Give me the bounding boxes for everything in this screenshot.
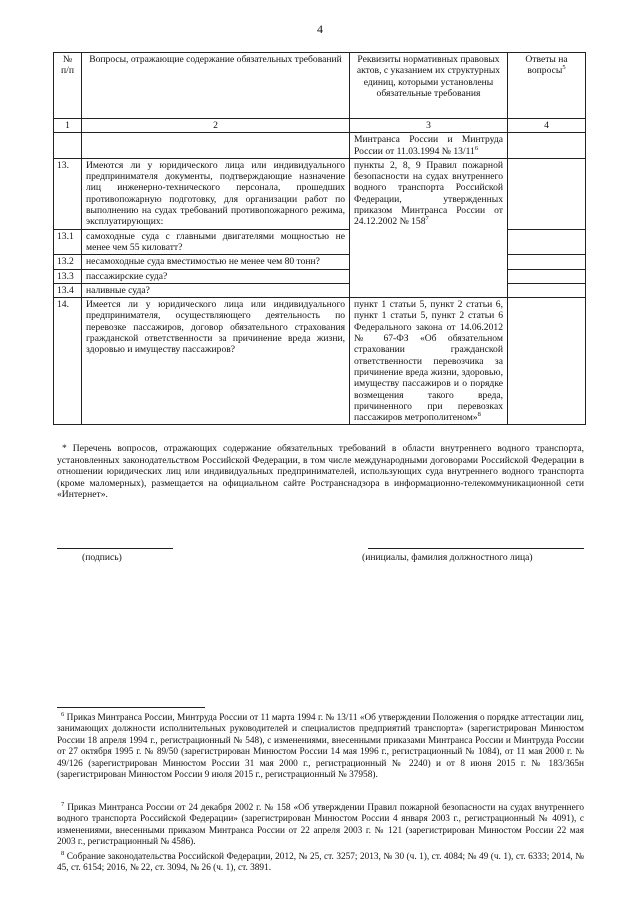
answer-cell[interactable]: [508, 158, 586, 229]
table-row: [54, 158, 586, 229]
continuation-text: Минтранса России и Минтруда России от 11.03.1994 № 13/11: [354, 134, 503, 157]
row-number: 13.1: [54, 229, 82, 255]
header-answers-sup: 5: [562, 64, 566, 72]
header-answers-text: Ответы на вопросы: [525, 54, 568, 77]
requisites-14-sup: 8: [477, 410, 481, 418]
footnote-text: Собрание законодательства Российской Федерации, 2012, № 25, ст. 3257; 2013, № 30 (ч. 1), ст. 4084; № 49 (ч. 1), ст. 6333; 2014, № 45, ст. 6154; 2016, № 22, ст. 3094, № 26 (ч. 1), ст. 3891.: [57, 852, 584, 874]
row-number: 13.2: [54, 255, 82, 269]
signature-label: (подпись): [82, 552, 122, 563]
requirements-table: [53, 52, 586, 425]
row-number: 13.3: [54, 269, 82, 283]
row-question: Имеется ли у юридического лица или индивидуального предпринимателя, осуществляющего деятельность по перевозке пассажиров, договор обязательного страхования гражданской ответственности за причинение вреда жизни, здоровью и имуществу пассажиров?: [82, 298, 350, 425]
column-numbers-row: [54, 119, 586, 133]
col-number: 2: [82, 119, 350, 133]
continuation-cell: [350, 133, 508, 159]
footnote-mark: 7: [61, 800, 65, 808]
footnote-text: Приказ Минтранса России от 24 декабря 2002 г. № 158 «Об утверждении Правил пожарной безопасности на судах внутреннего водного транспорта Российской Федерации» (зарегистрирован Минюстом России 4 января 2003 г., регистрационный № 4091), с изменениями, внесенными приказом Минтранса России от 22 апреля 2003 г. № 121 (зарегистрирован Минюстом России 22 мая 2003 г., регистрационный № 4586).: [57, 803, 585, 848]
answer-cell[interactable]: [508, 283, 586, 297]
row-question: самоходные суда с главными двигателями мощностью не менее чем 55 киловатт?: [82, 229, 350, 255]
header-num: № п/п: [54, 53, 82, 119]
footnote-8: [57, 849, 584, 875]
requisites-13: [350, 158, 508, 297]
answer-cell[interactable]: [508, 298, 586, 425]
row-question: несамоходные суда вместимостью не менее чем 80 тонн?: [82, 255, 350, 269]
official-name-label: (инициалы, фамилия должностного лица): [362, 552, 533, 563]
signature-line-right: [368, 548, 584, 549]
requisites-13-sup: 7: [425, 215, 429, 223]
answer-cell[interactable]: [508, 269, 586, 283]
row-question: наливные суда?: [82, 283, 350, 297]
row-number: 13.: [54, 158, 82, 229]
row-question: Имеются ли у юридического лица или индивидуального предпринимателя документы, подтверждающие назначение лиц инженерно-технического персонала, прошедших противопожарную подготовку, для организации работ по выполнению на судах требований противопожарного режима, эксплуатирующих:: [82, 158, 350, 229]
header-answers: [508, 53, 586, 119]
answer-cell[interactable]: [508, 229, 586, 255]
footnote-separator: [57, 707, 205, 708]
table-row: [54, 298, 586, 425]
footnote-6: [57, 710, 584, 781]
row-question: пассажирские суда?: [82, 269, 350, 283]
answer-cell[interactable]: [508, 255, 586, 269]
footnote-text: Приказ Минтранса России, Минтруда России от 11 марта 1994 г. № 13/11 «Об утверждении Положения о порядке аттестации лиц, занимающих должности исполнительных руководителей и специалистов предприятий транспорта» (зарегистрирован Минюстом России 18 апреля 1994 г., регистрационный № 548), с изменениями, внесенными приказами Минтранса России и Минтруда России от 27 октября 1995 г. № 89/50 (зарегистрирован Минюстом России 14 мая 1996 г., регистрационный № 1084), от 11 мая 2000 г. № 49/126 (зарегистрирован Минюстом России 31 мая 2000 г., регистрационный № 2240) и от 8 июня 2015 г. № 183/365н (зарегистрирован Минюстом России 9 июля 2015 г., регистрационный № 37958).: [57, 713, 584, 781]
header-questions: Вопросы, отражающие содержание обязательных требований: [82, 53, 350, 119]
requisites-14-text: пункт 1 статьи 5, пункт 2 статьи 6, пункт 1 статьи 5, пункт 2 статьи 6 Федерального закона от 14.06.2012 № 67-ФЗ «Об обязательном страховании гражданской ответственности перевозчика за причинение вреда жизни, здоровью, имуществу пассажиров и о порядке возмещения такого вреда, причиненного при перевозках пассажиров метрополитеном»: [354, 299, 503, 424]
col-number: 4: [508, 119, 586, 133]
page-number: 4: [317, 22, 323, 36]
footnote-mark: 6: [61, 710, 65, 718]
footnote-7: [57, 800, 585, 849]
row-number: 14.: [54, 298, 82, 425]
requisites-13-text: пункты 2, 8, 9 Правил пожарной безопасности на судах внутреннего водного транспорта Российской Федерации, утвержденных приказом Минтранса России от 24.12.2002 № 158: [354, 159, 503, 228]
continuation-sup: 6: [474, 144, 479, 152]
col-number: 1: [54, 119, 82, 133]
signature-line-left: [57, 548, 173, 549]
col-number: 3: [350, 119, 508, 133]
header-requisites: Реквизиты нормативных правовых актов, с указанием их структурных единиц, которыми установлены обязательные требования: [350, 53, 508, 119]
row-number: 13.4: [54, 283, 82, 297]
requisites-14: [350, 298, 508, 425]
note-paragraph: * Перечень вопросов, отражающих содержание обязательных требований в области внутреннего водного транспорта, установленных законодательством Российской Федерации, в том числе международными договорами Российской Федерации в отношении юридических лиц или индивидуальных предпринимателей, использующих суда внутреннего водного транспорта (кроме маломерных), размещается на официальном сайте Ространснадзора в информационно-телекоммуникационной сети «Интернет».: [57, 443, 584, 501]
table-header-row: [54, 53, 586, 119]
footnote-mark: 8: [61, 849, 65, 857]
continuation-row: [54, 133, 586, 159]
